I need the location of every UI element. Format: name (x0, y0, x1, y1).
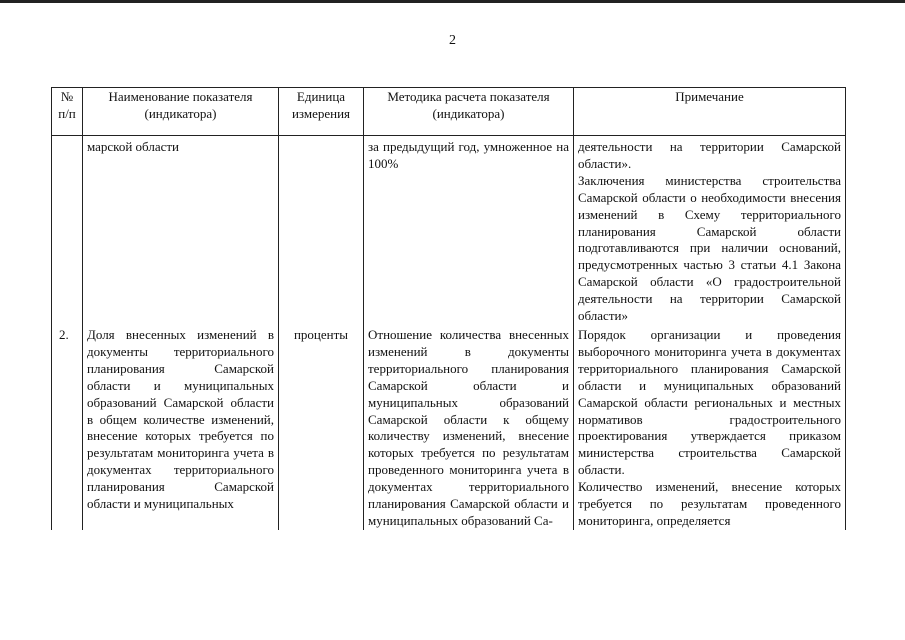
cell-unit (279, 136, 364, 327)
cell-name: марской области (83, 136, 279, 327)
table-header (52, 88, 846, 136)
top-rule (0, 0, 905, 3)
header-method: Методика расчета показателя (индикатора) (364, 88, 574, 136)
header-note: Примечание (574, 88, 846, 136)
cell-name: Доля внесенных изменений в документы территориального планирования Самарской области и муниципальных образований Самарской области в общем количестве изменений, внесение которых требуется по результатам мониторинга учета в документах территориального планирования Самарской области и муниципальных (83, 327, 279, 530)
cell-method: Отношение количества внесенных изменений в документы территориального планирования Самарской области и муниципальных образований Самарской области к общему количеству изменений, внесение которых требуется по результатам проведенного мониторинга учета в документах территориального планирования Самарской области и муниципальных образований Са- (364, 327, 574, 530)
cell-num (52, 136, 83, 327)
header-name: Наименование показателя (индикатора) (83, 88, 279, 136)
indicator-table (51, 87, 846, 530)
table-row (52, 327, 846, 530)
header-num: № п/п (52, 88, 83, 136)
note-paragraph: деятельности на территории Самарской области». (578, 139, 841, 171)
page-number: 2 (449, 33, 456, 48)
table-row (52, 136, 846, 327)
table-body (52, 136, 846, 530)
note-paragraph: Порядок организации и проведения выборочного мониторинга учета в документах территориального планирования Самарской области и муниципальных образований Самарской области региональных и местных нормативов градостроительного проектирования утверждается приказом министерства строительства Самарской области. (578, 326, 841, 478)
cell-note (574, 136, 846, 327)
note-paragraph: Количество изменений, внесение которых требуется по результатам проведенного мониторинга, определяется (578, 479, 841, 528)
header-row (52, 88, 846, 136)
cell-method: за предыдущий год, умноженное на 100% (364, 136, 574, 327)
cell-note (574, 327, 846, 530)
cell-unit: проценты (279, 327, 364, 530)
note-paragraph: Заключения министерства строительства Самарской области о необходимости внесения изменений в Схему территориального планирования Самарской области подготавливаются при наличии оснований, предусмотренных частью 3 статьи 4.1 Закона Самарской области «О градостроительной деятельности на территории Самарской области» (578, 172, 841, 324)
cell-num: 2. (52, 327, 83, 530)
header-unit: Единица измерения (279, 88, 364, 136)
